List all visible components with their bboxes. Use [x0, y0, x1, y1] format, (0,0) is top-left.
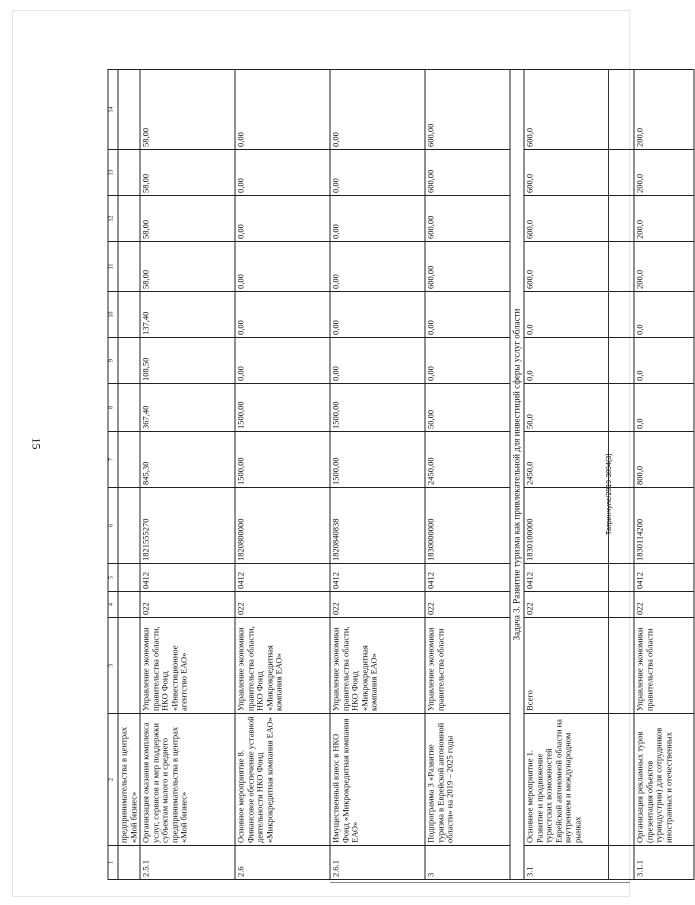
executor-cell: Управление экономики правительства области, НКО Фонд «Микрокредитная компания ЕАО»	[330, 618, 425, 714]
column-number: 1	[108, 846, 118, 880]
event-name-cell: предпринимательства в центрах «Мой бизнес»	[118, 714, 140, 846]
value-cell: 600,0	[524, 242, 634, 292]
value-cell: 1830114200	[634, 488, 694, 564]
value-cell: 0412	[140, 564, 235, 592]
value-cell	[118, 150, 140, 196]
value-cell: 0,00	[235, 242, 330, 292]
value-cell: 1500,00	[235, 432, 330, 488]
value-cell: 200,0	[634, 150, 694, 196]
event-name-cell: Имущественный взнос в НКО Фонд «Микрокредитная компания ЕАО»	[330, 714, 425, 846]
value-cell	[118, 70, 140, 150]
value-cell: 0,0	[524, 292, 634, 338]
value-cell	[118, 384, 140, 432]
value-cell: 0,00	[235, 196, 330, 242]
value-cell: 0,00	[330, 338, 425, 384]
executor-cell: Управление экономики правительства области	[425, 618, 510, 714]
table-row	[140, 70, 235, 880]
value-cell: 108,50	[140, 338, 235, 384]
event-name-cell: Основное мероприятие 8. Финансовое обеспечение уставной деятельности НКО Фонд «Микрокредитная компания ЕАО»	[235, 714, 330, 846]
column-number: 8	[108, 384, 118, 432]
executor-cell: Управление экономики правительства области, НКО Фонд «Микрокредитная компания ЕАО»	[235, 618, 330, 714]
value-cell: 50,00	[425, 384, 510, 432]
table-row	[330, 70, 425, 880]
value-cell	[118, 338, 140, 384]
value-cell: 600,0	[524, 196, 634, 242]
value-cell: 0,00	[425, 338, 510, 384]
footer-code: Татринчуле/2019-3894(3)	[606, 453, 613, 535]
row-number-cell: 2.6.1	[330, 846, 425, 880]
executor-cell: Управление экономики правительства области, НКО Фонд «Инвестиционное агентство ЕАО»	[140, 618, 235, 714]
value-cell: 0,00	[330, 70, 425, 150]
value-cell	[118, 242, 140, 292]
column-number: 13	[108, 150, 118, 196]
column-number: 7	[108, 432, 118, 488]
value-cell: 367,40	[140, 384, 235, 432]
event-name-cell: Подпрограмма 3 «Развитие туризма в Еврейской автономной области» на 2019 – 2025 годы	[425, 714, 510, 846]
value-cell	[118, 196, 140, 242]
value-cell: 1500,00	[330, 384, 425, 432]
value-cell: 022	[140, 592, 235, 618]
value-cell: 022	[235, 592, 330, 618]
column-number: 6	[108, 488, 118, 564]
value-cell: 0412	[330, 564, 425, 592]
table-row	[425, 70, 510, 880]
event-name-cell: Основное мероприятие 1. Развитие и продвижение туристских возможностей Еврейской автономной области на внутреннем и международном рынках	[524, 714, 634, 846]
row-number-cell: 3.1.1	[634, 846, 694, 880]
column-number: 9	[108, 338, 118, 384]
row-number-cell	[118, 846, 140, 880]
value-cell: 50,0	[524, 384, 634, 432]
column-number: 12	[108, 196, 118, 242]
table-row	[524, 70, 634, 880]
table-row	[118, 70, 140, 880]
value-cell	[118, 564, 140, 592]
value-cell: 022	[634, 592, 694, 618]
task-heading-row	[510, 70, 524, 880]
value-cell: 0412	[634, 564, 694, 592]
task-heading: Задача 3. Развитие туризма как привлекательной для инвестиций сферы услуг области	[510, 70, 524, 880]
value-cell: 0,00	[235, 338, 330, 384]
table-row	[235, 70, 330, 880]
value-cell: 0,00	[235, 292, 330, 338]
value-cell: 845,30	[140, 432, 235, 488]
value-cell: 58,00	[140, 242, 235, 292]
value-cell: 1820840838	[330, 488, 425, 564]
value-cell: 1830000000	[425, 488, 510, 564]
value-cell: 022	[425, 592, 510, 618]
value-cell: 58,00	[140, 70, 235, 150]
value-cell: 0,00	[330, 292, 425, 338]
value-cell: 200,0	[634, 242, 694, 292]
value-cell: 1500,00	[330, 432, 425, 488]
column-number: 14	[108, 70, 118, 150]
value-cell: 200,0	[634, 196, 694, 242]
value-cell: 58,00	[140, 196, 235, 242]
value-cell: 0,00	[425, 292, 510, 338]
value-cell: 200,0	[634, 70, 694, 150]
column-number: 3	[108, 618, 118, 714]
value-cell: 022	[330, 592, 425, 618]
value-cell: 0,00	[330, 242, 425, 292]
value-cell: 0412	[425, 564, 510, 592]
column-number: 5	[108, 564, 118, 592]
event-name-cell: Организация рекламных туров (презентация объектов туриндустрии) для сотрудников иностранных и отечественных	[634, 714, 694, 846]
value-cell: 600,00	[425, 70, 510, 150]
value-cell: 0412	[524, 564, 634, 592]
value-cell: 0,0	[634, 338, 694, 384]
value-cell: 0,00	[235, 150, 330, 196]
value-cell	[118, 292, 140, 338]
event-name-cell: Организация оказания комплекса услуг, сервисов и мер поддержки субъектам малого и среднего предпринимательства в центрах «Мой бизнес»	[140, 714, 235, 846]
value-cell	[118, 488, 140, 564]
value-cell: 800,0	[634, 432, 694, 488]
value-cell	[118, 432, 140, 488]
value-cell: 600,00	[425, 150, 510, 196]
row-number-cell: 2.6	[235, 846, 330, 880]
page-number: 15	[29, 437, 44, 450]
value-cell: 0,00	[235, 70, 330, 150]
value-cell: 58,00	[140, 150, 235, 196]
value-cell: 600,00	[425, 242, 510, 292]
column-number-row	[108, 70, 118, 880]
value-cell: 022	[524, 592, 634, 618]
row-number-cell: 3	[425, 846, 510, 880]
value-cell: 2450,00	[425, 432, 510, 488]
value-cell: 0,00	[330, 150, 425, 196]
column-number: 10	[108, 292, 118, 338]
value-cell: 0412	[235, 564, 330, 592]
executor-cell: Управление экономики правительства области	[634, 618, 694, 714]
value-cell: 2450,0	[524, 432, 634, 488]
value-cell: 0,00	[330, 196, 425, 242]
value-cell: 0,0	[634, 384, 694, 432]
value-cell: 600,00	[425, 196, 510, 242]
value-cell: 1821555270	[140, 488, 235, 564]
bottom-rule	[330, 882, 630, 883]
value-cell: 1830100000	[524, 488, 634, 564]
value-cell: 137,40	[140, 292, 235, 338]
executor-cell	[118, 618, 140, 714]
column-number: 2	[108, 714, 118, 846]
executor-cell: Всего	[524, 618, 634, 714]
column-number: 11	[108, 242, 118, 292]
budget-table	[108, 69, 695, 880]
value-cell	[118, 592, 140, 618]
value-cell: 0,0	[634, 292, 694, 338]
value-cell: 1820800000	[235, 488, 330, 564]
value-cell: 600,0	[524, 70, 634, 150]
row-number-cell: 3.1	[524, 846, 634, 880]
value-cell: 1500,00	[235, 384, 330, 432]
column-number: 4	[108, 592, 118, 618]
value-cell: 600,0	[524, 150, 634, 196]
table-row	[634, 70, 694, 880]
value-cell: 0,0	[524, 338, 634, 384]
row-number-cell: 2.5.1	[140, 846, 235, 880]
